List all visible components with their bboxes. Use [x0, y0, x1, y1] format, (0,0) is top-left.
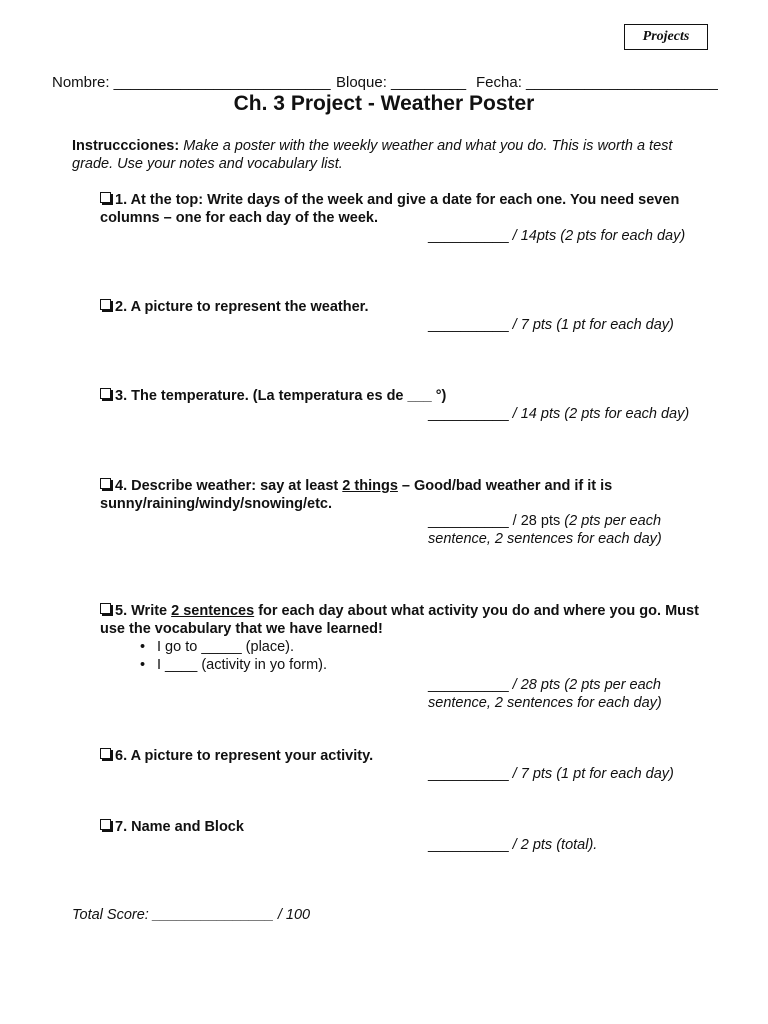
- item-text: 3. The temperature. (La temperatura es de ___ °): [115, 388, 447, 404]
- points-text: (2 pts per each sentence, 2 sentences for each day): [428, 513, 662, 547]
- item-text: 1. At the top: Write days of the week and give a date for each one. You need seven columns – one for each day of the week.: [100, 192, 680, 226]
- fecha-field: Fecha: _______________________: [476, 74, 718, 91]
- checklist-item-5: [100, 602, 700, 638]
- page-title: Ch. 3 Project - Weather Poster: [233, 92, 535, 115]
- score-blank: __________: [428, 837, 509, 853]
- projects-tag: Projects: [624, 24, 708, 50]
- bloque-field: Bloque: _________: [336, 74, 467, 91]
- checklist-item-6: [100, 747, 700, 765]
- item-text-pre: 5. Write: [115, 603, 172, 619]
- checkbox-icon: [100, 478, 111, 489]
- checklist-item-7: [100, 818, 700, 836]
- checkbox-icon: [100, 819, 111, 830]
- score-blank: __________: [428, 228, 509, 244]
- score-blank: __________: [428, 317, 509, 333]
- checkbox-icon: [100, 299, 111, 310]
- checkbox-icon: [100, 748, 111, 759]
- total-score: Total Score: _______________ / 100: [72, 907, 311, 923]
- item-text: 7. Name and Block: [115, 819, 244, 835]
- nombre-field: Nombre: __________________________: [52, 74, 331, 91]
- points-line-4: [428, 512, 688, 548]
- instructions-label: Instruccciones:: [72, 138, 180, 154]
- points-text: / 14pts (2 pts for each day): [508, 228, 686, 244]
- points-text: / 2 pts (total).: [508, 837, 598, 853]
- bullet-item: • I ____ (activity in yo form).: [140, 657, 328, 673]
- score-blank: __________: [428, 406, 509, 422]
- bullet-item: • I go to _____ (place).: [140, 639, 295, 655]
- score-blank: __________: [428, 513, 509, 529]
- points-text: / 14 pts (2 pts for each day): [508, 406, 690, 422]
- item-text: 2. A picture to represent the weather.: [115, 299, 369, 315]
- instructions-text: Make a poster with the weekly weather and what you do. This is worth a test grade. Use your notes and vocabulary list.: [72, 138, 673, 172]
- points-value: / 28 pts: [508, 513, 565, 529]
- score-blank: __________: [428, 677, 509, 693]
- checklist-item-2: [100, 298, 700, 316]
- points-line-5: [428, 676, 688, 712]
- checkbox-icon: [100, 603, 111, 614]
- checklist-item-4: [100, 477, 700, 513]
- checkbox-icon: [100, 388, 111, 399]
- points-line-6: [428, 765, 728, 783]
- points-line-7: [428, 836, 728, 854]
- points-text: / 7 pts (1 pt for each day): [508, 317, 674, 333]
- item-text-underlined: 2 things: [342, 478, 398, 494]
- checklist-item-3: [100, 387, 700, 405]
- item-text-post: – Good/bad weather and if it is sunny/raining/windy/snowing/etc.: [100, 478, 613, 512]
- points-line-1: [428, 227, 728, 245]
- points-text: / 7 pts (1 pt for each day): [508, 766, 674, 782]
- checklist-item-1: [100, 191, 700, 227]
- points-line-2: [428, 316, 728, 334]
- points-line-3: [428, 405, 728, 423]
- checkbox-icon: [100, 192, 111, 203]
- instructions: [72, 137, 692, 173]
- item-text-post: for each day about what activity you do and where you go. Must use the vocabulary that we have learned!: [100, 603, 699, 637]
- points-text: / 28 pts (2 pts per each sentence, 2 sentences for each day): [428, 677, 662, 711]
- item-text: 6. A picture to represent your activity.: [115, 748, 374, 764]
- item-text-underlined: 2 sentences: [171, 603, 255, 619]
- item-text-pre: 4. Describe weather: say at least: [115, 478, 343, 494]
- score-blank: __________: [428, 766, 509, 782]
